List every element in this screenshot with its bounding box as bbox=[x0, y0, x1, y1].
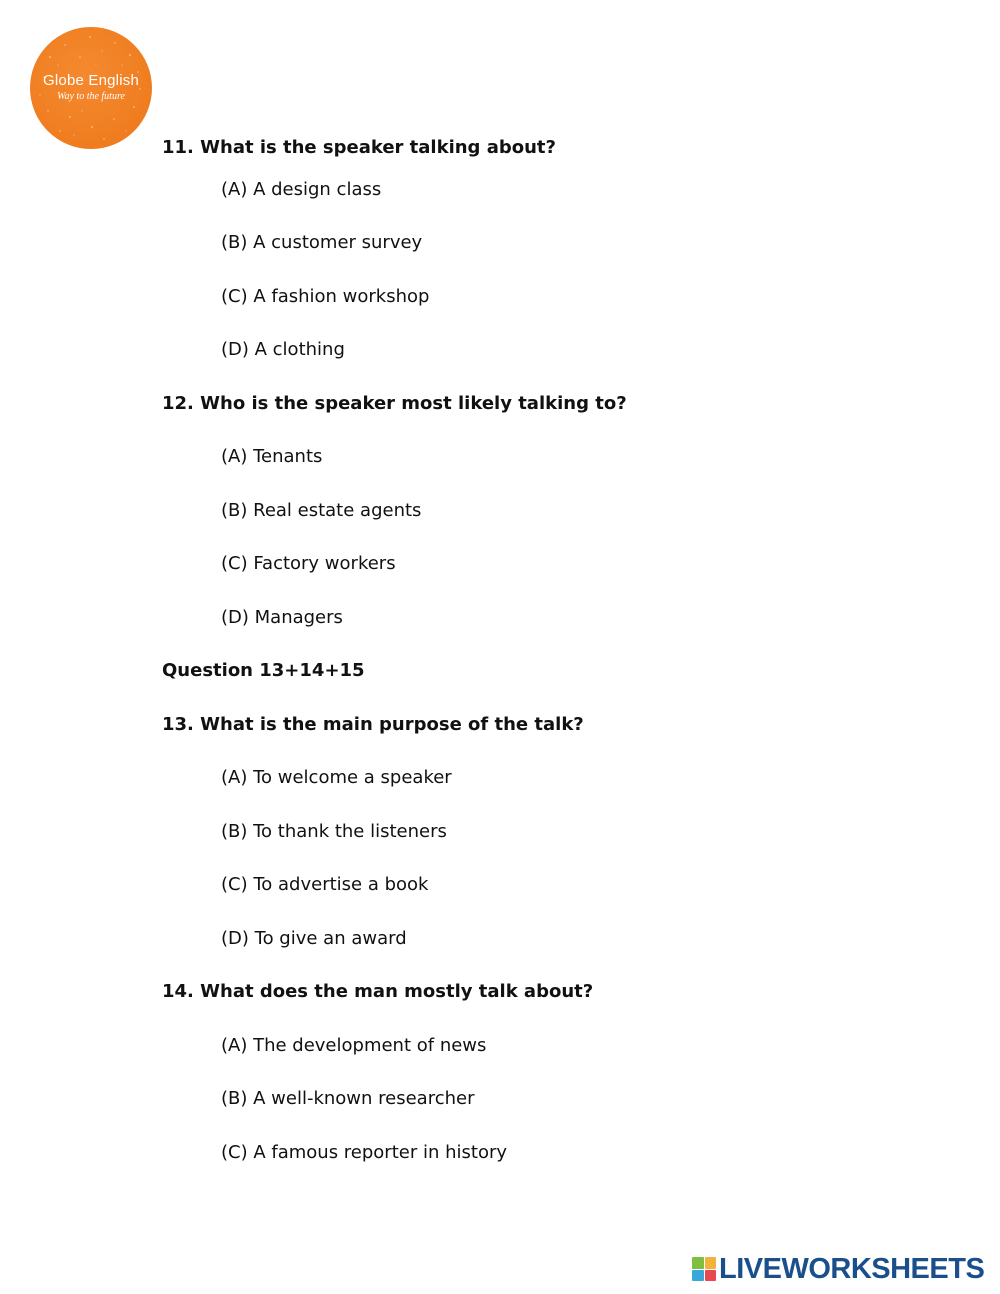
option-13c: (C) To advertise a book bbox=[221, 874, 429, 895]
question-11: 11. What is the speaker talking about? bbox=[162, 137, 556, 158]
option-14b: (B) A well-known researcher bbox=[221, 1088, 475, 1109]
question-12: 12. Who is the speaker most likely talking to? bbox=[162, 393, 627, 414]
option-11c: (C) A fashion workshop bbox=[221, 286, 430, 307]
block-2 bbox=[705, 1257, 717, 1269]
liveworksheets-logo[interactable] bbox=[692, 1254, 984, 1284]
liveworksheets-blocks-icon bbox=[692, 1257, 716, 1281]
option-12b: (B) Real estate agents bbox=[221, 500, 422, 521]
option-13b: (B) To thank the listeners bbox=[221, 821, 447, 842]
block-3 bbox=[692, 1270, 704, 1282]
question-13: 13. What is the main purpose of the talk? bbox=[162, 714, 584, 735]
option-11d: (D) A clothing bbox=[221, 339, 345, 360]
logo-title: Globe English bbox=[43, 72, 139, 89]
globe-english-logo bbox=[30, 27, 152, 149]
block-1 bbox=[692, 1257, 704, 1269]
option-11a: (A) A design class bbox=[221, 179, 382, 200]
option-13d: (D) To give an award bbox=[221, 928, 407, 949]
logo-subtitle: Way to the future bbox=[57, 91, 125, 102]
option-14a: (A) The development of news bbox=[221, 1035, 487, 1056]
option-12a: (A) Tenants bbox=[221, 446, 323, 467]
question-14: 14. What does the man mostly talk about? bbox=[162, 981, 594, 1002]
liveworksheets-wordmark: LIVEWORKSHEETS bbox=[719, 1252, 985, 1285]
block-4 bbox=[705, 1270, 717, 1282]
option-12d: (D) Managers bbox=[221, 607, 343, 628]
option-13a: (A) To welcome a speaker bbox=[221, 767, 452, 788]
section-heading: Question 13+14+15 bbox=[162, 660, 365, 681]
option-14c: (C) A famous reporter in history bbox=[221, 1142, 508, 1163]
option-11b: (B) A customer survey bbox=[221, 232, 423, 253]
option-12c: (C) Factory workers bbox=[221, 553, 396, 574]
